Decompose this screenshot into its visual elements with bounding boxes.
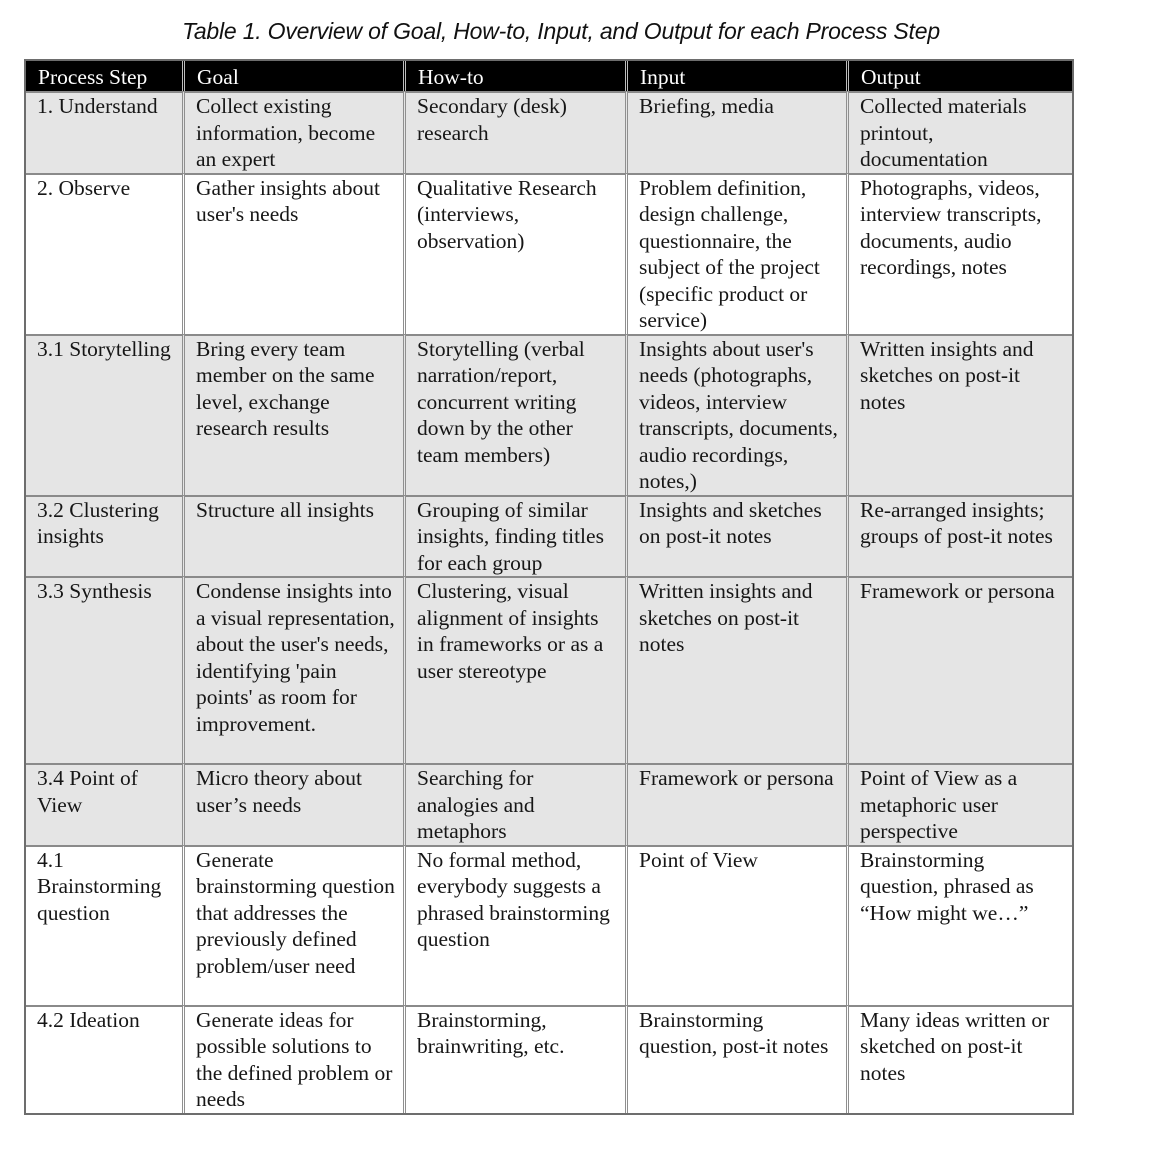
cell-input: Brainstorming question, post-it notes bbox=[628, 1005, 849, 1113]
table-row bbox=[26, 576, 1072, 763]
cell-process-step: 3.4 Point of View bbox=[26, 763, 185, 845]
header-process-step: Process Step bbox=[26, 61, 185, 91]
cell-output: Collected materials printout, documentation bbox=[849, 91, 1072, 173]
cell-how-to: Brainstorming, brainwriting, etc. bbox=[406, 1005, 628, 1113]
cell-goal: Generate brainstorming question that addresses the previously defined problem/user need bbox=[185, 845, 406, 1005]
header-goal: Goal bbox=[185, 61, 406, 91]
table-caption: Table 1. Overview of Goal, How-to, Input, and Output for each Process Step bbox=[182, 18, 940, 44]
table-row bbox=[26, 91, 1072, 173]
cell-process-step: 3.1 Storytelling bbox=[26, 334, 185, 495]
table-header-row bbox=[26, 61, 1072, 91]
cell-how-to: Storytelling (verbal narration/report, concurrent writing down by the other team members) bbox=[406, 334, 628, 495]
cell-input: Insights about user's needs (photographs, videos, interview transcripts, documents, audio recordings, notes,) bbox=[628, 334, 849, 495]
cell-input: Framework or persona bbox=[628, 763, 849, 845]
cell-input: Problem definition, design challenge, questionnaire, the subject of the project (specific product or service) bbox=[628, 173, 849, 334]
table-row bbox=[26, 173, 1072, 334]
table-row bbox=[26, 334, 1072, 495]
cell-how-to: Clustering, visual alignment of insights in frameworks or as a user stereotype bbox=[406, 576, 628, 763]
cell-goal: Collect existing information, become an expert bbox=[185, 91, 406, 173]
cell-how-to: Qualitative Research (interviews, observation) bbox=[406, 173, 628, 334]
cell-process-step: 3.2 Clustering insights bbox=[26, 495, 185, 577]
cell-how-to: Grouping of similar insights, finding titles for each group bbox=[406, 495, 628, 577]
cell-output: Many ideas written or sketched on post-it notes bbox=[849, 1005, 1072, 1113]
cell-output: Brainstorming question, phrased as “How might we…” bbox=[849, 845, 1072, 1005]
cell-process-step: 1. Understand bbox=[26, 91, 185, 173]
cell-goal: Generate ideas for possible solutions to the defined problem or needs bbox=[185, 1005, 406, 1113]
cell-input: Insights and sketches on post-it notes bbox=[628, 495, 849, 577]
cell-how-to: No formal method, everybody suggests a phrased brainstorming question bbox=[406, 845, 628, 1005]
cell-process-step: 2. Observe bbox=[26, 173, 185, 334]
table-row bbox=[26, 845, 1072, 1005]
process-step-table bbox=[24, 59, 1074, 1115]
cell-goal: Structure all insights bbox=[185, 495, 406, 577]
cell-output: Written insights and sketches on post-it notes bbox=[849, 334, 1072, 495]
header-output: Output bbox=[849, 61, 1072, 91]
cell-input: Point of View bbox=[628, 845, 849, 1005]
cell-output: Framework or persona bbox=[849, 576, 1072, 763]
cell-output: Point of View as a metaphoric user perspective bbox=[849, 763, 1072, 845]
cell-output: Photographs, videos, interview transcripts, documents, audio recordings, notes bbox=[849, 173, 1072, 334]
cell-how-to: Secondary (desk) research bbox=[406, 91, 628, 173]
cell-goal: Micro theory about user’s needs bbox=[185, 763, 406, 845]
cell-process-step: 3.3 Synthesis bbox=[26, 576, 185, 763]
cell-goal: Condense insights into a visual representation, about the user's needs, identifying 'pain points' as room for improvement. bbox=[185, 576, 406, 763]
cell-process-step: 4.1 Brainstorming question bbox=[26, 845, 185, 1005]
cell-input: Written insights and sketches on post-it notes bbox=[628, 576, 849, 763]
cell-input: Briefing, media bbox=[628, 91, 849, 173]
cell-goal: Bring every team member on the same level, exchange research results bbox=[185, 334, 406, 495]
header-input: Input bbox=[628, 61, 849, 91]
table-row bbox=[26, 1005, 1072, 1113]
cell-output: Re-arranged insights; groups of post-it notes bbox=[849, 495, 1072, 577]
cell-process-step: 4.2 Ideation bbox=[26, 1005, 185, 1113]
cell-goal: Gather insights about user's needs bbox=[185, 173, 406, 334]
table-row bbox=[26, 495, 1072, 577]
cell-how-to: Searching for analogies and metaphors bbox=[406, 763, 628, 845]
header-how-to: How-to bbox=[406, 61, 628, 91]
table-row bbox=[26, 763, 1072, 845]
